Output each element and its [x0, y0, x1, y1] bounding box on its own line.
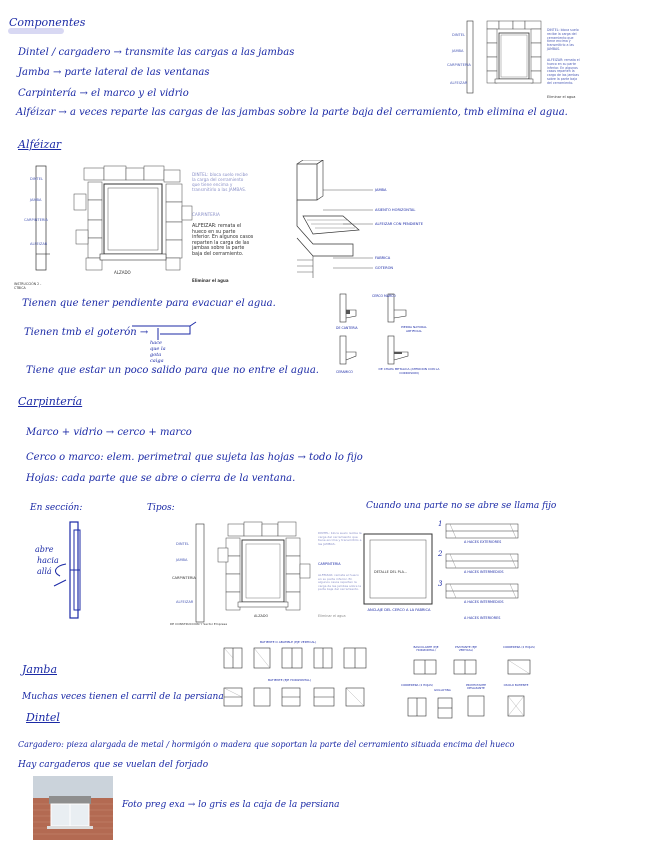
label-interiores: A HACES INTERIORES — [464, 616, 501, 620]
label-oscilo: OSCILO BATIENTE — [503, 683, 529, 687]
dintel-description: DINTEL: bloca suelo recibe la carga del cerramiento que tiene encima y transmitirlo a las JAMBAS. — [547, 28, 579, 51]
label-alfeizar: ALFEIZAR — [30, 242, 48, 246]
carpinteria-description: CARPINTERIA — [192, 212, 220, 217]
number-3: 3 — [438, 580, 443, 588]
label-piedra: PIEDRA NATURAL ARTIFICIAL — [401, 325, 427, 333]
instruccion-caption: INSTRUCCIÓN 2 - CTBICA — [14, 282, 42, 290]
alfeizar-description: ALFEIZAR: remata el hueco en su parte inferior. En algunos casos reparten la carga de las jambas sobre la parte baja del cerramiento. — [192, 224, 254, 257]
tipos-window-diagram — [170, 518, 360, 636]
abre-label: abre — [35, 545, 54, 554]
label-corredera: CORREDERA (2 HOJAS) — [401, 683, 433, 687]
note-line: Hojas: cada parte que se abre o cierra de la ventana. — [26, 473, 296, 484]
note-line: Hay cargaderos que se vuelan del forjado — [18, 760, 209, 770]
en-seccion-label: En sección: — [30, 503, 83, 513]
label-jamba: JAMBA — [30, 198, 42, 202]
label-alfeizar: ALFEIZAR — [176, 600, 194, 604]
fijo-note: Cuando una parte no se abre se llama fijo — [366, 501, 557, 511]
label-carpinteria: CARPINTERIA — [447, 63, 471, 67]
label-asiento: ASIENTO HORIZONTAL — [375, 208, 416, 212]
label-alfeizar: ALFEIZAR — [450, 81, 468, 85]
sill-axonometric — [283, 160, 443, 278]
note-line: Jamba → parte lateral de las ventanas — [18, 67, 210, 78]
hacia-label: hacia — [37, 556, 59, 565]
plan-label: DETALLE DEL PLA... — [374, 570, 408, 574]
carpinteria-description: CARPINTERIA — [318, 562, 341, 566]
alfeizar-description: ALFEIZAR: remata el hueco en su parte inferior. En algunos casos reparten la carga de las jambas sobre la parte baja del cerramiento. — [318, 573, 362, 592]
note-line: Alféizar → a veces reparte las cargas de las jambas sobre la parte baja del cerramiento, tmb elimina el agua. — [16, 107, 568, 118]
window-photo — [33, 776, 113, 840]
label-carpinteria: CARPINTERIA — [24, 218, 48, 222]
jamba-heading: Jamba — [22, 663, 57, 676]
alfeizar-heading: Alféizar — [18, 138, 62, 151]
window-diagram-small — [447, 17, 579, 103]
tipos-window-drawing — [170, 518, 320, 628]
label-dintel: DINTEL — [30, 177, 43, 181]
carpinteria-heading: Carpintería — [18, 395, 83, 408]
window-types-left — [220, 640, 380, 712]
eliminar-caption: Eliminar el agua — [318, 614, 346, 618]
label-cerco-marco: CERCO MARCO — [372, 294, 396, 298]
window-types-left-drawing — [220, 640, 380, 712]
alla-label: allá — [37, 567, 52, 576]
eliminar-caption: Eliminar el agua — [547, 95, 576, 99]
label-carpinteria: CARPINTERIA — [172, 576, 196, 580]
label-proyectante: PROYECTANTE DESLIZANTE — [465, 683, 487, 691]
note-line: Tiene que estar un poco salido para que no entre el agua. — [26, 365, 319, 376]
note-line: Tienen tmb el goterón → — [24, 327, 149, 338]
label-corredera: CORREDERA (2 HOJAS) — [503, 645, 535, 649]
label-jamba: JAMBA — [452, 49, 464, 53]
label-ceramico: CERAMICO — [336, 370, 353, 374]
note-line: Marco + vidrio → cerco + marco — [26, 427, 192, 438]
number-1: 1 — [438, 520, 443, 528]
label-alfeizar-pendiente: ALFEIZAR CON PENDIENTE — [375, 222, 423, 226]
label-vertical: BATIENTE O ABATIBLE (EJE VERTICAL) — [260, 640, 317, 644]
note-line: Carpintería → el marco y el vidrio — [18, 88, 189, 99]
label-jamba: JAMBA — [375, 188, 387, 192]
label-intermedios: A HACES INTERMEDIOS — [464, 570, 504, 574]
title: Componentes — [9, 16, 86, 29]
note-line: Tienen que tener pendiente para evacuar el agua. — [22, 298, 276, 309]
mini-caption: DE CONSTRUCCIÓN Y Sector Empresa — [170, 622, 228, 626]
note-line: Muchas veces tienen el carril de la persiana — [22, 692, 224, 702]
sill-axonometric-drawing — [283, 160, 373, 278]
alzado-caption: ALZADO — [254, 614, 269, 618]
frame-anchoring — [360, 520, 520, 628]
label-intermedios: A HACES INTERMEDIOS — [464, 600, 504, 604]
label-fabrica: FABRICA — [375, 256, 391, 260]
number-2: 2 — [438, 550, 443, 558]
anclaje-caption: ANCLAJE DEL CERCO A LA FABRICA — [367, 608, 431, 612]
window-types-right — [400, 644, 550, 728]
label-dintel: DINTEL — [452, 33, 465, 37]
tipos-label: Tipos: — [147, 503, 175, 513]
window-diagram-large — [14, 160, 272, 292]
note-line: Cerco o marco: elem. perimetral que sujeta las hojas → todo lo fijo — [26, 452, 363, 463]
label-basculante: BASCULANTE (EJE HORIZONTAL) — [413, 645, 439, 653]
note-line: Cargadero: pieza alargada de metal / hormigón o madera que soportan la parte del cerramiento situada encima del hueco — [18, 740, 515, 749]
goteron-note: hace que la gota caiga — [150, 340, 166, 364]
label-goteron: GOTERON — [375, 266, 394, 270]
dintel-description: DINTEL: bloca suelo recibe la carga del cerramiento que tiene encima y transmitirlo a las JAMBAS. — [192, 172, 248, 192]
dintel-heading: Dintel — [26, 711, 60, 724]
eliminar-caption: Eliminar el agua — [192, 278, 229, 283]
label-de-canteria: DE CANTERIA — [336, 326, 358, 330]
window-elevation-drawing — [447, 17, 557, 103]
label-guillotina: GUILLOTINA — [434, 688, 451, 692]
dintel-description: DINTEL: bloca suelo recibe la carga del cerramiento que tiene encima y transmitirlo a las JAMBAS. — [318, 531, 362, 546]
alzado-caption: ALZADO — [114, 270, 131, 275]
photo-note: Foto preg exa → lo gris es la caja de la persiana — [122, 800, 340, 810]
label-chapa: DE CHAPA METALICA (ATENCION CON LA CORROSION) — [378, 367, 440, 375]
label-jamba: JAMBA — [176, 558, 188, 562]
label-horizontal: BATIENTE (EJE HORIZONTAL) — [268, 678, 311, 682]
alfeizar-description: ALFEIZAR: remata el hueco en su parte inferior. En algunos casos reparten la carga de las jambas sobre la parte baja del cerramiento. — [547, 58, 580, 85]
sill-types — [334, 290, 444, 382]
label-pivotante: PIVOTANTE (EJE VERTICAL) — [455, 645, 477, 653]
note-line: Dintel / cargadero → transmite las cargas a las jambas — [18, 47, 295, 58]
label-dintel: DINTEL — [176, 542, 189, 546]
label-exteriores: A HACES EXTERIORES — [464, 540, 502, 544]
